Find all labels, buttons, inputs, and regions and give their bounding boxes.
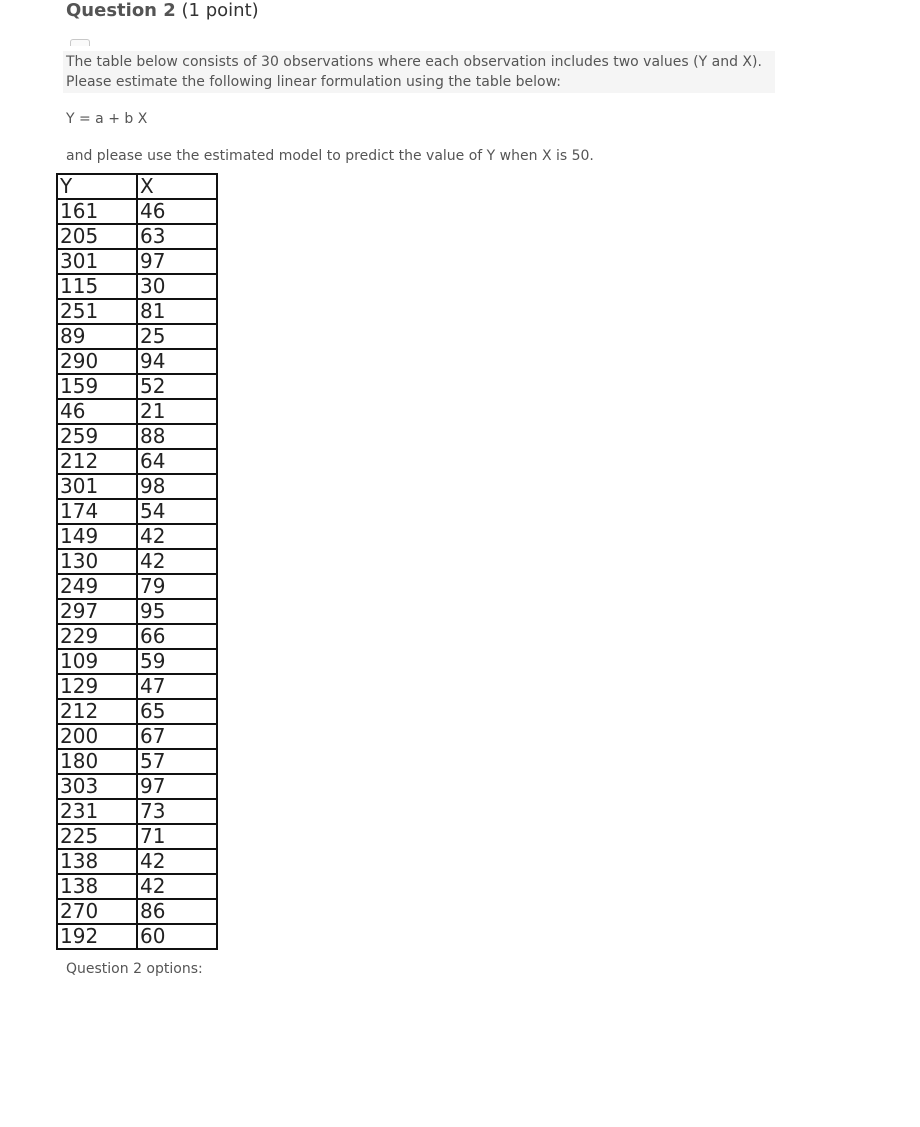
cell-y: 161 [57, 199, 137, 224]
table-row [57, 499, 217, 524]
table-row [57, 824, 217, 849]
intro-line-2: Please estimate the following linear formulation using the table below: [66, 74, 562, 90]
cell-x: 86 [137, 899, 217, 924]
cell-x: 25 [137, 324, 217, 349]
cell-x: 54 [137, 499, 217, 524]
cell-x: 47 [137, 674, 217, 699]
table-row [57, 474, 217, 499]
table-row [57, 374, 217, 399]
table-row [57, 749, 217, 774]
cell-y: 174 [57, 499, 137, 524]
cell-x: 66 [137, 624, 217, 649]
cell-y: 115 [57, 274, 137, 299]
table-row [57, 199, 217, 224]
table-body [57, 199, 217, 949]
cell-y: 149 [57, 524, 137, 549]
table-row [57, 299, 217, 324]
cell-x: 97 [137, 774, 217, 799]
table-row [57, 674, 217, 699]
cell-y: 249 [57, 574, 137, 599]
cell-y: 251 [57, 299, 137, 324]
cell-x: 42 [137, 549, 217, 574]
table-row [57, 599, 217, 624]
data-table [56, 173, 218, 950]
options-label: Question 2 options: [66, 961, 203, 977]
cell-y: 159 [57, 374, 137, 399]
cell-x: 59 [137, 649, 217, 674]
cell-y: 180 [57, 749, 137, 774]
cell-x: 42 [137, 849, 217, 874]
formula: Y = a + b X [66, 111, 148, 127]
cell-x: 46 [137, 199, 217, 224]
table-row [57, 649, 217, 674]
table-row [57, 799, 217, 824]
cell-x: 64 [137, 449, 217, 474]
table-row [57, 449, 217, 474]
table-row [57, 524, 217, 549]
table-row [57, 574, 217, 599]
table-row [57, 774, 217, 799]
cell-y: 225 [57, 824, 137, 849]
intro-line-1: The table below consists of 30 observations where each observation includes two values (Y and X). [66, 54, 762, 70]
cell-x: 63 [137, 224, 217, 249]
cell-y: 89 [57, 324, 137, 349]
cell-y: 109 [57, 649, 137, 674]
cell-y: 212 [57, 699, 137, 724]
cell-x: 94 [137, 349, 217, 374]
cell-y: 46 [57, 399, 137, 424]
cell-x: 52 [137, 374, 217, 399]
cell-y: 138 [57, 874, 137, 899]
cell-y: 303 [57, 774, 137, 799]
header-x: X [137, 174, 217, 199]
cell-y: 212 [57, 449, 137, 474]
cell-x: 57 [137, 749, 217, 774]
cell-x: 98 [137, 474, 217, 499]
cell-y: 205 [57, 224, 137, 249]
cell-y: 229 [57, 624, 137, 649]
cell-y: 301 [57, 474, 137, 499]
cell-x: 60 [137, 924, 217, 949]
cell-y: 297 [57, 599, 137, 624]
table-row [57, 549, 217, 574]
cell-y: 200 [57, 724, 137, 749]
cell-y: 301 [57, 249, 137, 274]
cell-x: 42 [137, 524, 217, 549]
cell-x: 95 [137, 599, 217, 624]
header-y: Y [57, 174, 137, 199]
table-row [57, 424, 217, 449]
cell-x: 79 [137, 574, 217, 599]
table-row [57, 874, 217, 899]
cell-y: 231 [57, 799, 137, 824]
table-row [57, 399, 217, 424]
table-row [57, 849, 217, 874]
cell-y: 129 [57, 674, 137, 699]
table-row [57, 274, 217, 299]
table-row [57, 899, 217, 924]
cell-x: 97 [137, 249, 217, 274]
cell-x: 71 [137, 824, 217, 849]
table-row [57, 624, 217, 649]
table-row [57, 224, 217, 249]
cell-y: 290 [57, 349, 137, 374]
flag-icon[interactable] [70, 39, 90, 46]
table-row [57, 924, 217, 949]
table-header-row [57, 174, 217, 199]
table-row [57, 699, 217, 724]
table-row [57, 249, 217, 274]
instruction: and please use the estimated model to predict the value of Y when X is 50. [66, 148, 594, 164]
table-row [57, 324, 217, 349]
question-points: (1 point) [181, 0, 259, 21]
question-title [66, 0, 259, 22]
cell-x: 67 [137, 724, 217, 749]
cell-y: 192 [57, 924, 137, 949]
cell-x: 81 [137, 299, 217, 324]
cell-x: 65 [137, 699, 217, 724]
table-row [57, 349, 217, 374]
cell-x: 73 [137, 799, 217, 824]
cell-y: 259 [57, 424, 137, 449]
cell-x: 42 [137, 874, 217, 899]
table-row [57, 724, 217, 749]
cell-x: 88 [137, 424, 217, 449]
cell-x: 21 [137, 399, 217, 424]
cell-y: 130 [57, 549, 137, 574]
cell-x: 30 [137, 274, 217, 299]
question-number: Question 2 [66, 0, 176, 21]
cell-y: 270 [57, 899, 137, 924]
cell-y: 138 [57, 849, 137, 874]
